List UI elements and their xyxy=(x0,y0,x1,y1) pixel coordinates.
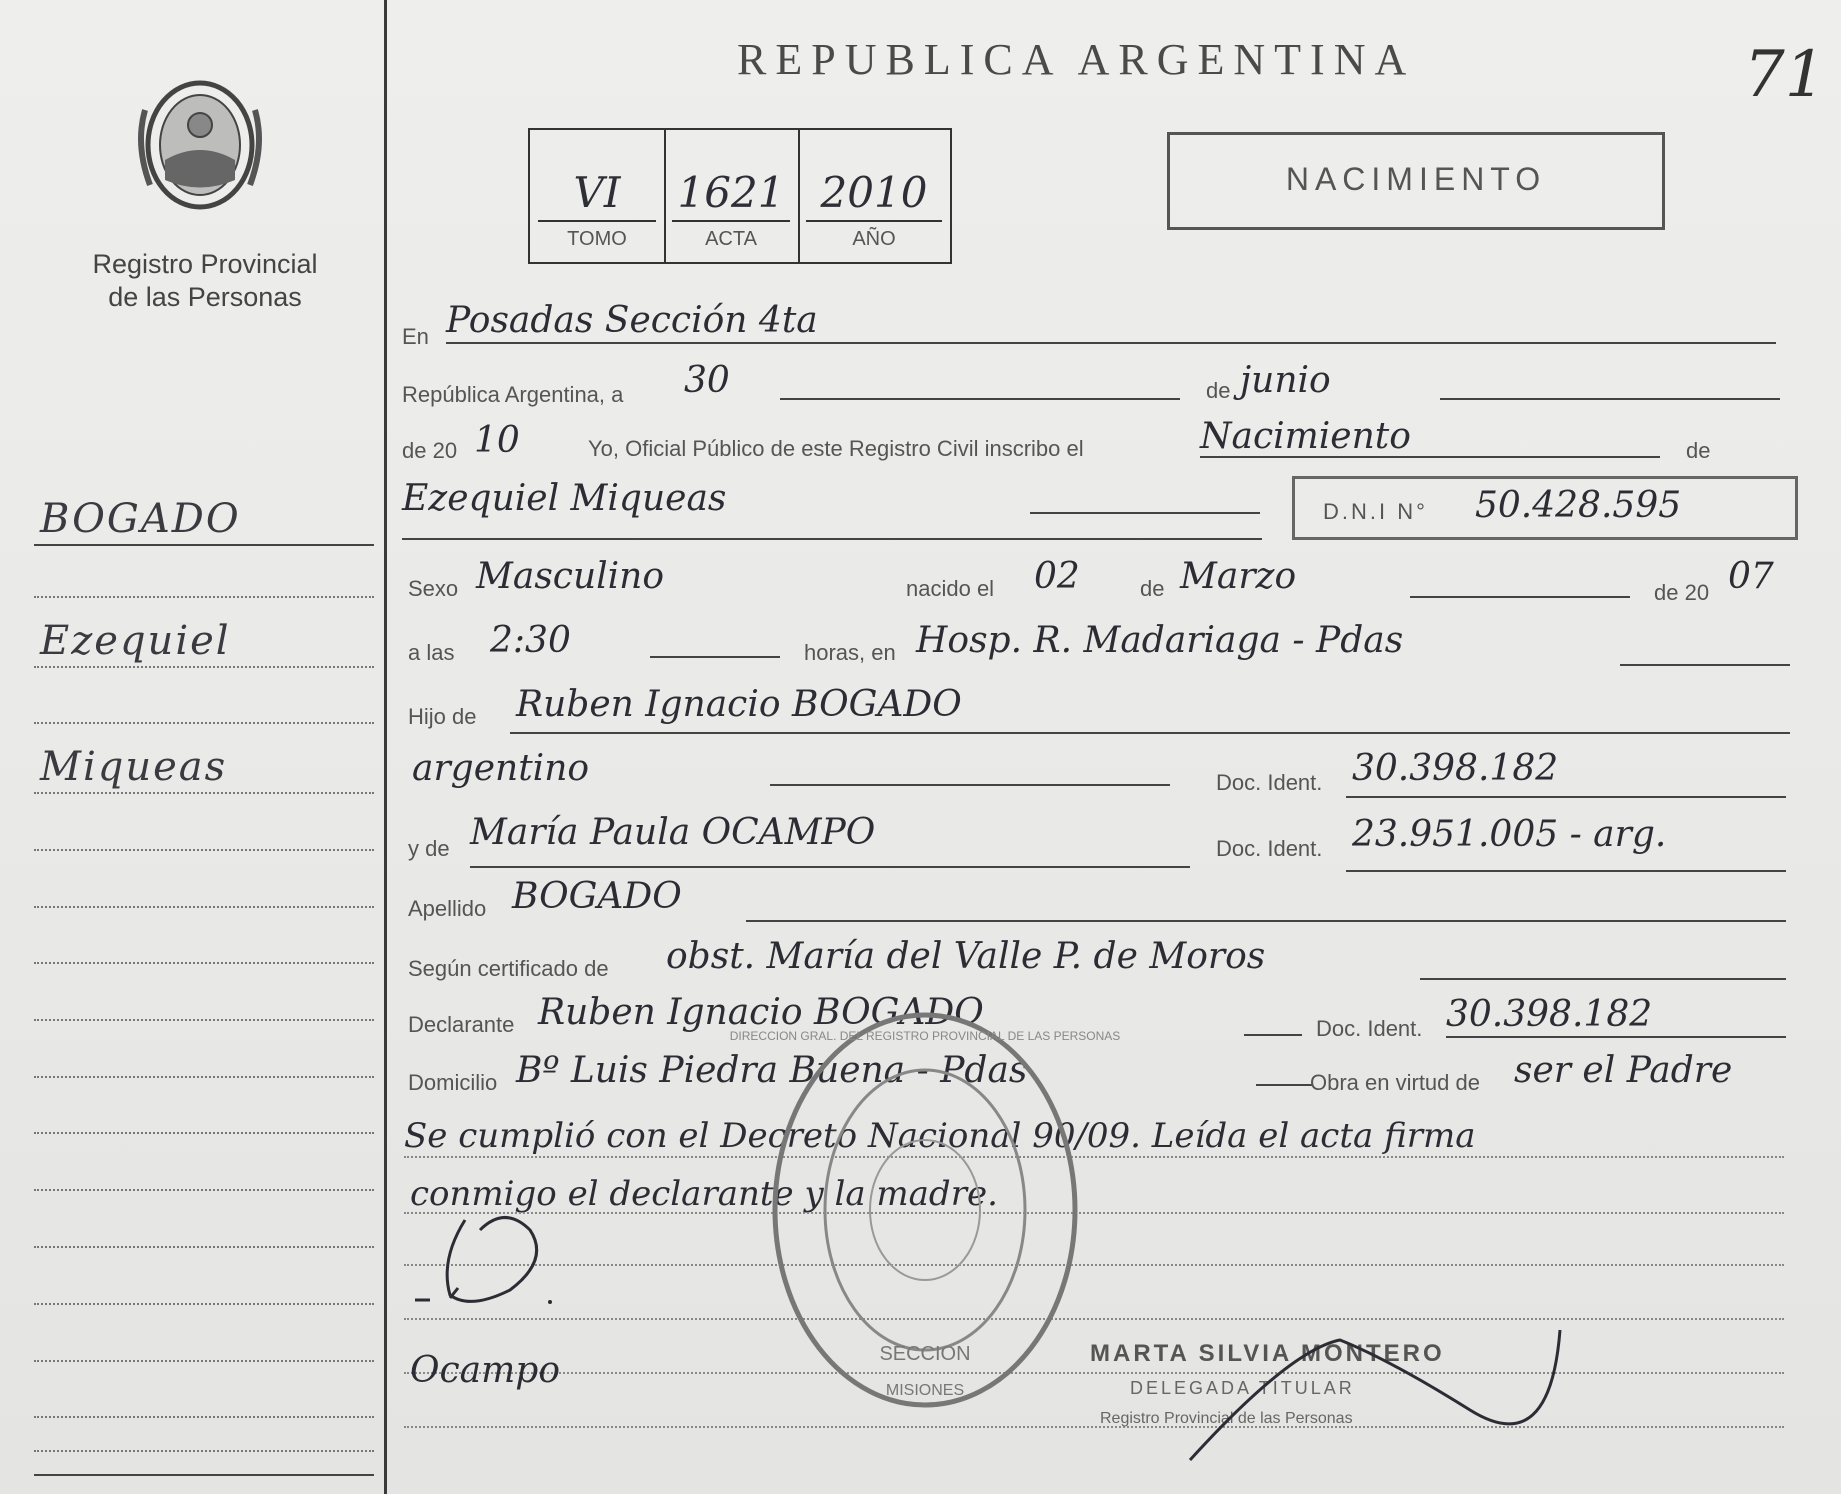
rule-line xyxy=(1346,870,1786,872)
dni-box xyxy=(1292,476,1798,540)
acta-cell xyxy=(664,130,800,262)
volume-box xyxy=(528,128,952,264)
rule-line xyxy=(1420,978,1786,980)
margin-divider xyxy=(384,0,387,1494)
rule-line xyxy=(470,866,1190,868)
tomo-cell xyxy=(530,130,666,262)
domicilio-label: Domicilio xyxy=(408,1070,498,1095)
place-value: Posadas Sección 4ta xyxy=(446,300,818,341)
hijo-label: Hijo de xyxy=(408,704,477,729)
tomo-label: TOMO xyxy=(567,228,627,250)
dotted-line xyxy=(34,1246,374,1248)
record-type-box xyxy=(1167,132,1665,230)
declarante-doc-label: Doc. Ident. xyxy=(1316,1016,1423,1041)
father-doc-label: Doc. Ident. xyxy=(1216,770,1323,795)
record-type: NACIMIENTO xyxy=(1285,161,1547,197)
underline xyxy=(806,220,942,222)
sidebar-blank-row xyxy=(34,908,374,964)
sidebar-blank-row xyxy=(34,1078,374,1134)
registry-name xyxy=(40,248,370,314)
birth-day-value: 02 xyxy=(1034,556,1080,597)
full-name-value: Ezequiel Miqueas xyxy=(402,478,727,519)
dotted-line xyxy=(404,1212,1784,1214)
declarant-signature xyxy=(410,1200,590,1320)
official-office: Registro Provincial de las Personas xyxy=(1100,1410,1353,1427)
month-label: de xyxy=(1206,378,1231,403)
en-label: En xyxy=(402,324,429,349)
sidebar-blank-row xyxy=(34,795,374,851)
sidebar-bottom-row xyxy=(34,1420,374,1476)
obra-label: Obra en virtud de xyxy=(1310,1070,1480,1095)
event-value: Nacimiento xyxy=(1200,416,1411,457)
rule-line xyxy=(1410,596,1630,598)
rule-line xyxy=(780,398,1180,400)
stamp-province: MISIONES xyxy=(885,1382,965,1399)
rule-line xyxy=(650,656,780,658)
sexo-value: Masculino xyxy=(476,556,665,597)
anio-label: AÑO xyxy=(852,228,896,250)
mother-doc-label: Doc. Ident. xyxy=(1216,836,1323,861)
underline xyxy=(672,220,790,222)
text-line-1: Se cumplió con el Decreto Nacional 90/09. Leída el acta firma xyxy=(404,1116,1476,1156)
rule-line xyxy=(1446,1036,1786,1038)
mother-doc-value: 23.951.005 - arg. xyxy=(1352,814,1667,855)
sidebar-blank-row xyxy=(34,1022,374,1078)
certificado-value: obst. María del Valle P. de Moros xyxy=(666,936,1266,977)
official-stamp xyxy=(729,1000,1121,1420)
dotted-line xyxy=(34,722,374,724)
sidebar-blank-row xyxy=(34,1192,374,1248)
nacido-label: nacido el xyxy=(906,576,995,601)
acta-value: 1621 xyxy=(677,168,785,217)
rule-line xyxy=(1620,664,1790,666)
year-label: de 20 xyxy=(402,438,458,463)
sidebar-blank-row xyxy=(34,965,374,1021)
year-value: 10 xyxy=(474,420,520,461)
certificado-label: Según certificado de xyxy=(408,956,609,981)
dotted-line xyxy=(34,962,374,964)
declarante-doc-value: 30.398.182 xyxy=(1446,994,1653,1035)
country-title: REPUBLICA ARGENTINA xyxy=(737,35,1416,84)
official-signature-block xyxy=(1090,1340,1490,1450)
sidebar-second-name: Miqueas xyxy=(40,744,228,790)
divider xyxy=(34,1474,374,1476)
page-number: 71 xyxy=(1744,38,1826,112)
rule-line xyxy=(446,342,1776,344)
republica-label: República Argentina, a xyxy=(402,382,624,407)
sidebar-blank-row xyxy=(34,1135,374,1191)
rule-line xyxy=(402,538,1262,540)
dotted-line xyxy=(34,1019,374,1021)
father-doc-value: 30.398.182 xyxy=(1352,748,1559,789)
dotted-line xyxy=(404,1264,1784,1266)
sexo-label: Sexo xyxy=(408,576,459,601)
sidebar-first-name-row xyxy=(34,612,374,668)
hora-label: a las xyxy=(408,640,455,665)
sidebar-surname: BOGADO xyxy=(40,496,241,542)
registry-name-line-2: de las Personas xyxy=(108,282,302,312)
official-signature xyxy=(1170,1310,1570,1470)
mother-signature: Ocampo xyxy=(410,1350,560,1391)
dni-label: D.N.I N° xyxy=(1323,499,1428,524)
text-line-2: conmigo el declarante y la madre. xyxy=(410,1174,998,1214)
declarante-label: Declarante xyxy=(408,1012,515,1037)
underline xyxy=(538,220,656,222)
apellido-value: BOGADO xyxy=(512,876,682,917)
rule-line xyxy=(1256,1084,1312,1086)
dotted-line xyxy=(34,1303,374,1305)
anio-cell xyxy=(798,130,950,262)
registry-name-line-1: Registro Provincial xyxy=(92,249,318,279)
rule-line xyxy=(770,784,1170,786)
sidebar-blank-row xyxy=(34,852,374,908)
sidebar xyxy=(0,0,384,1494)
dotted-line xyxy=(34,1132,374,1134)
provincial-seal xyxy=(125,70,275,220)
anio-value: 2010 xyxy=(820,168,928,217)
sidebar-surname-row xyxy=(34,490,374,546)
birth-month-value: Marzo xyxy=(1180,556,1297,597)
birth-place-value: Hosp. R. Madariaga - Pdas xyxy=(916,620,1404,661)
sidebar-blank-row xyxy=(34,542,374,598)
obra-value: ser el Padre xyxy=(1514,1050,1733,1091)
mother-name-value: María Paula OCAMPO xyxy=(470,812,876,853)
rule-line xyxy=(1346,796,1786,798)
day-value: 30 xyxy=(684,360,730,401)
rule-line xyxy=(1030,512,1260,514)
apellido-label: Apellido xyxy=(408,896,487,921)
sidebar-second-name-row xyxy=(34,738,374,794)
dotted-line xyxy=(404,1156,1784,1158)
event-de-label: de xyxy=(1686,438,1711,463)
y-de-label: y de xyxy=(408,836,450,861)
father-name-value: Ruben Ignacio BOGADO xyxy=(516,684,962,725)
tomo-value: VI xyxy=(573,168,621,217)
birth-year-value: 07 xyxy=(1728,556,1774,597)
rule-line xyxy=(510,732,1790,734)
sidebar-blank-row xyxy=(34,1306,374,1362)
birth-de-label: de xyxy=(1140,576,1165,601)
dotted-line xyxy=(404,1318,1784,1320)
sidebar-first-name: Ezequiel xyxy=(40,618,231,664)
sidebar-blank-row xyxy=(34,1249,374,1305)
month-value: junio xyxy=(1240,360,1331,401)
official-role: DELEGADA TITULAR xyxy=(1130,1378,1355,1398)
official-name: MARTA SILVIA MONTERO xyxy=(1090,1340,1445,1367)
declarante-value: Ruben Ignacio BOGADO xyxy=(538,992,984,1033)
father-nationality-value: argentino xyxy=(412,748,590,789)
stamp-text: DIRECCION GRAL. DEL REGISTRO PROVINCIAL DE LAS PERSONAS xyxy=(729,1029,1121,1043)
rule-line xyxy=(1440,398,1780,400)
domicilio-value: Bº Luis Piedra Buena - Pdas xyxy=(516,1050,1028,1091)
horas-en-label: horas, en xyxy=(804,640,896,665)
rule-line xyxy=(746,920,1786,922)
acta-label: ACTA xyxy=(705,228,757,250)
birth-year-label: de 20 xyxy=(1654,580,1710,605)
sidebar-blank-row xyxy=(34,668,374,724)
dotted-line xyxy=(34,792,374,794)
rule-line xyxy=(1244,1034,1302,1036)
dni-value: 50.428.595 xyxy=(1475,485,1682,526)
hora-value: 2:30 xyxy=(490,620,571,661)
rule-line xyxy=(1200,456,1660,458)
stamp-section: SECCION xyxy=(879,1343,971,1365)
dotted-line xyxy=(34,596,374,598)
oficial-text: Yo, Oficial Público de este Registro Civil inscribo el xyxy=(588,436,1084,461)
dotted-line xyxy=(34,1189,374,1191)
dotted-line xyxy=(34,849,374,851)
